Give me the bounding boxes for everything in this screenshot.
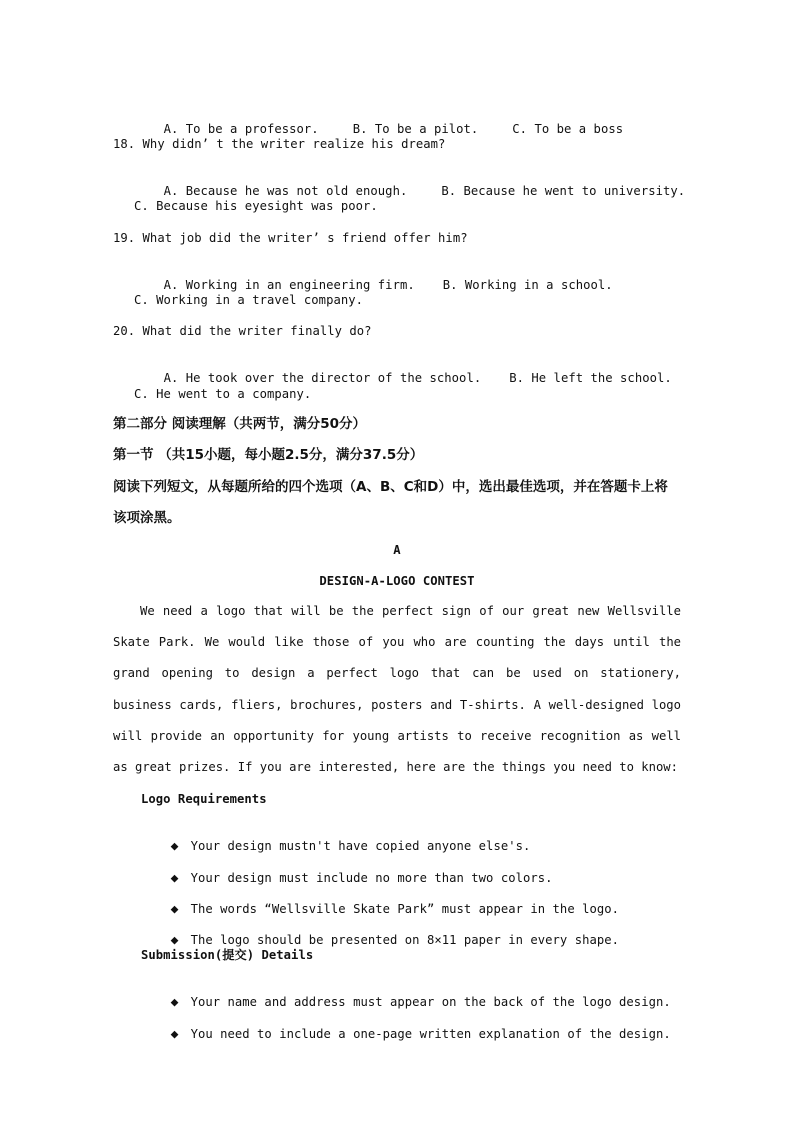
passage-paragraph: We need a logo that will be the perfect sign of our great new Wellsville Skate Park. We would like those of you who are counting the days until the grand opening to design a perfect logo that can be used on stationery, business cards, fliers, brochures, posters and T-shirts. A well-designed logo will provide an opportunity for young artists to receive recognition as well as great prizes. If you are interested, here are the things you need to know: bbox=[113, 604, 681, 775]
q19-option-a: A. Working in an engineering firm. bbox=[163, 278, 415, 292]
q19-question: 19. What job did the writer’ s friend offer him? bbox=[113, 231, 468, 245]
submission-item bbox=[141, 1010, 671, 1059]
diamond-bullet-icon: ◆ bbox=[170, 995, 179, 1010]
instructions-line-2: 该项涂黑。 bbox=[113, 510, 181, 526]
q19-option-b: B. Working in a school. bbox=[442, 278, 613, 292]
diamond-bullet-icon: ◆ bbox=[170, 871, 179, 886]
part-title: 第二部分 阅读理解（共两节，满分50分） bbox=[113, 416, 366, 432]
q20-question: 20. What did the writer finally do? bbox=[113, 324, 372, 338]
diamond-bullet-icon: ◆ bbox=[170, 902, 179, 917]
submission-text: Your name and address must appear on the back of the logo design. bbox=[190, 995, 671, 1009]
q17-option-c: C. To be a boss bbox=[512, 122, 624, 136]
submission-heading: Submission(提交) Details bbox=[141, 948, 314, 962]
passage-title: DESIGN-A-LOGO CONTEST bbox=[319, 574, 475, 588]
section-subtitle: 第一节 （共15小题，每小题2.5分，满分37.5分） bbox=[113, 447, 424, 463]
submission-text: You need to include a one-page written explanation of the design. bbox=[190, 1027, 671, 1041]
q20-option-b: B. He left the school. bbox=[509, 371, 672, 385]
diamond-bullet-icon: ◆ bbox=[170, 933, 179, 948]
q18-option-a: A. Because he was not old enough. bbox=[163, 184, 408, 198]
q18-question: 18. Why didn’ t the writer realize his dream? bbox=[113, 137, 446, 151]
q19-option-c: C. Working in a travel company. bbox=[134, 293, 364, 307]
q17-option-b: B. To be a pilot. bbox=[352, 122, 479, 136]
passage-letter: A bbox=[393, 543, 401, 557]
diamond-bullet-icon: ◆ bbox=[170, 839, 179, 854]
q20-option-a: A. He took over the director of the school. bbox=[163, 371, 482, 385]
diamond-bullet-icon: ◆ bbox=[170, 1027, 179, 1042]
instructions-line-1: 阅读下列短文，从每题所给的四个选项（A、B、C和D）中，选出最佳选项，并在答题卡上将 bbox=[113, 479, 668, 495]
requirement-text: The words “Wellsville Skate Park” must appear in the logo. bbox=[190, 902, 620, 916]
requirement-text: Your design mustn't have copied anyone else's. bbox=[190, 839, 531, 853]
q18-option-b: B. Because he went to university. bbox=[441, 184, 686, 198]
q20-option-c: C. He went to a company. bbox=[134, 387, 312, 401]
requirements-heading: Logo Requirements bbox=[141, 792, 267, 806]
requirement-text: The logo should be presented on 8×11 paper in every shape. bbox=[190, 933, 620, 947]
requirement-text: Your design must include no more than two colors. bbox=[190, 871, 553, 885]
q17-option-a: A. To be a professor. bbox=[163, 122, 319, 136]
q18-option-c: C. Because his eyesight was poor. bbox=[134, 199, 378, 213]
